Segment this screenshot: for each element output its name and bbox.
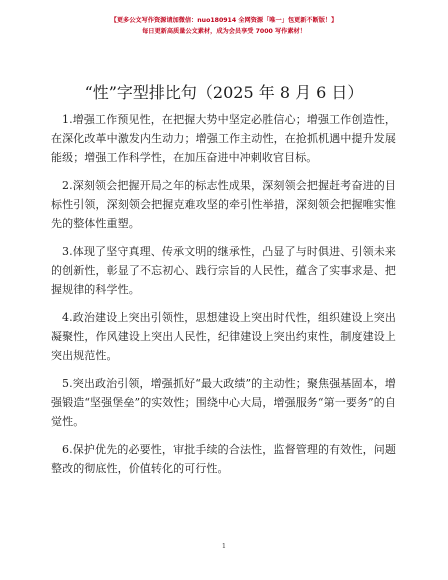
document-title: “性”字型排比句（2025 年 8 月 6 日） [84, 83, 364, 102]
paragraph-2: 2.深刻领会把握开局之年的标志性成果，深刻领会把握赶考奋进的目标性引领，深刻领会把握克难攻坚的牵引性举措，深刻领会把握唯实惟先的整体性重塑。 [51, 179, 396, 230]
paragraph-5: 5.突出政治引领，增强抓好“最大政绩”的主动性；聚焦强基固本，增强锻造“坚强堡垒”的实效性；围绕中心大局，增强服务“第一要务”的自觉性。 [51, 377, 396, 428]
header-banner [0, 16, 448, 37]
banner-line-1: 【更多公文写作资源请加微信：nuo180914 全网资源「唯一」包更新不断版！】 [110, 17, 338, 24]
paragraph-6: 6.保护优先的必要性，审批手续的合法性，监督管理的有效性，问题整改的彻底性，价值转化的可行性。 [51, 443, 396, 475]
paragraph-3: 3.体现了坚守真理、传承文明的继承性，凸显了与时俱进、引领未来的创新性，彰显了不忘初心、践行宗旨的人民性，蕴含了实事求是、把握规律的科学性。 [51, 245, 396, 296]
paragraph-4: 4.政治建设上突出引领性，思想建设上突出时代性，组织建设上突出凝聚性，作风建设上突出人民性，纪律建设上突出约束性，制度建设上突出规范性。 [51, 311, 396, 362]
banner-line-2: 每日更新高质量公文素材，成为会员享受 7000 写作素材！ [142, 28, 306, 35]
document-body [51, 110, 396, 487]
paragraph-1: 1.增强工作预见性，在把握大势中坚定必胜信心；增强工作创造性，在深化改革中激发内生动力；增强工作主动性，在抢抓机遇中提升发展能级；增强工作科学性，在加压奋进中冲刺收官目标。 [51, 113, 396, 164]
page-number: 1 [221, 542, 227, 550]
